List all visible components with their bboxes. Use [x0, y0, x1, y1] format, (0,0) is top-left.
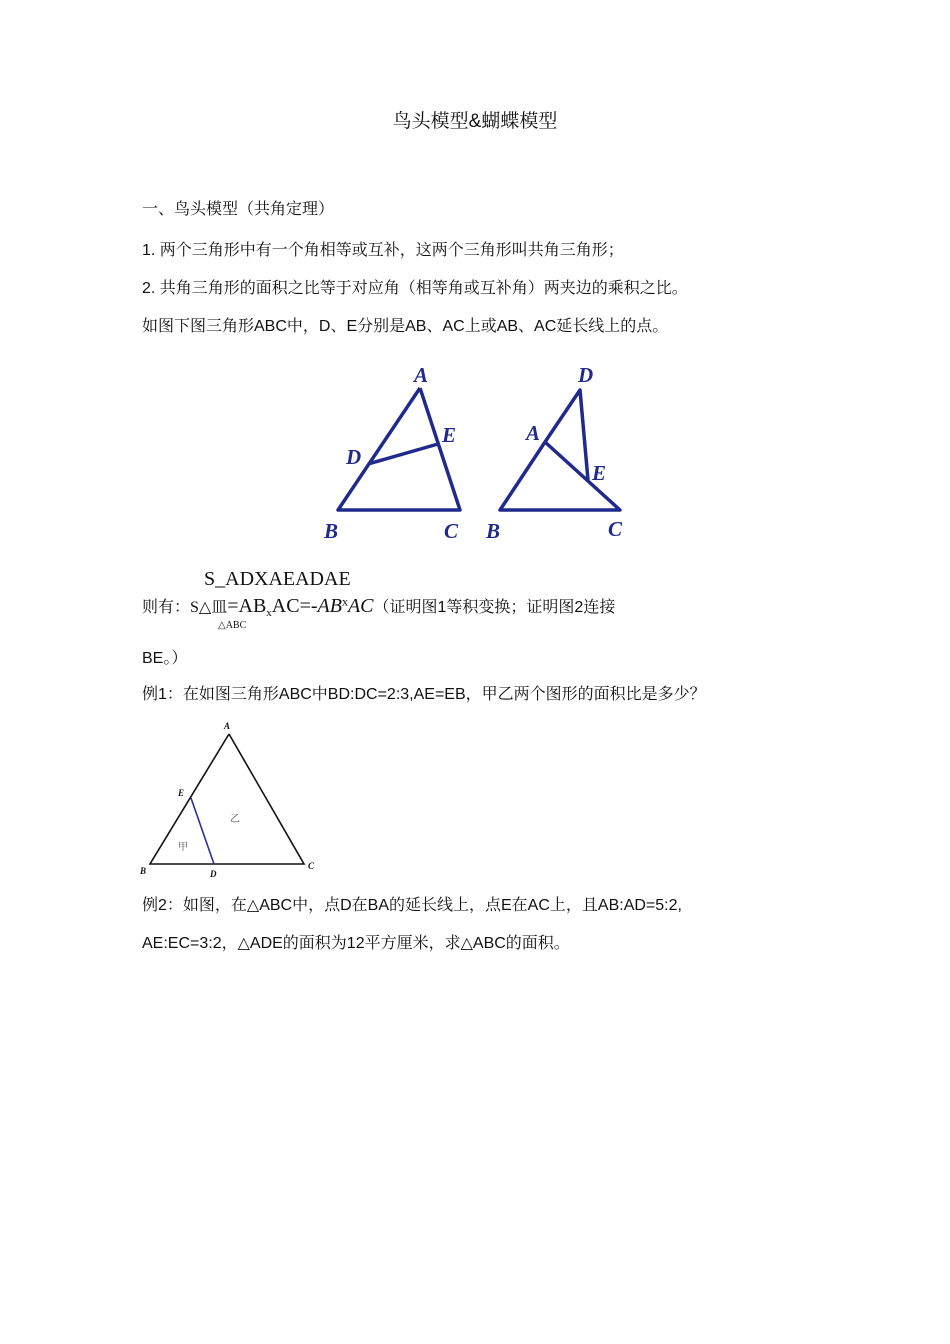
example-2-line-2: AE:EC=3:2，△ADE的面积为12平方厘米，求△ABC的面积。 — [142, 935, 570, 952]
formula-main — [142, 594, 615, 619]
left-label-a: A — [414, 363, 429, 387]
right-extension — [545, 390, 588, 480]
formula-subscript: △ABC — [218, 620, 247, 631]
label-c: C — [308, 861, 315, 871]
triangle-abc — [150, 734, 304, 864]
label-a: A — [224, 721, 231, 731]
formula-top: S_ADXAEADAE — [204, 568, 351, 590]
formula-s: S△皿 — [190, 599, 228, 616]
right-label-a: A — [526, 421, 541, 445]
formula-x2: x — [341, 594, 348, 609]
label-d: D — [210, 869, 217, 879]
formula-note: （证明图1等积变换；证明图2连接 — [373, 599, 616, 616]
right-label-b: B — [486, 519, 501, 543]
formula-eq1: =AB — [227, 595, 267, 617]
formula-continuation: BE。） — [142, 650, 188, 667]
formula-prefix: 则有： — [142, 599, 191, 616]
right-label-e: E — [592, 461, 607, 485]
formula-ac1: AC=- — [271, 595, 318, 617]
right-label-d: D — [578, 363, 594, 387]
segment-ed — [191, 798, 214, 864]
left-label-c: C — [444, 519, 459, 543]
section-heading: 一、鸟头模型（共角定理） — [142, 201, 335, 218]
label-yi: 乙 — [230, 814, 240, 825]
formula-x1: x — [266, 607, 272, 620]
page-title: 鸟头模型&蝴蝶模型 — [392, 111, 558, 132]
right-label-c: C — [608, 517, 623, 541]
formula-ac2: AC — [347, 595, 374, 617]
left-label-e: E — [442, 423, 457, 447]
bird-head-figure — [320, 360, 640, 546]
point-1: 1. 两个三角形中有一个角相等或互补，这两个三角形叫共角三角形； — [142, 242, 624, 259]
left-label-d: D — [346, 445, 362, 469]
label-e: E — [178, 788, 185, 798]
intro-text: 如图下图三角形ABC中，D、E分别是AB、AC上或AB、AC延长线上的点。 — [142, 318, 669, 335]
example-1-text: 例1：在如图三角形ABC中BD:DC=2:3,AE=EB，甲乙两个图形的面积比是多少？ — [142, 686, 706, 703]
label-b: B — [140, 866, 147, 876]
label-jia: 甲 — [178, 842, 188, 853]
example-1-figure — [136, 716, 326, 880]
example-2-line-1: 例2：如图，在△ABC中，点D在BA的延长线上，点E在AC上，且AB:AD=5:2, — [142, 897, 682, 914]
point-2: 2. 共角三角形的面积之比等于对应角（相等角或互补角）两夹边的乘积之比。 — [142, 280, 688, 297]
left-label-b: B — [324, 519, 339, 543]
formula-ab2: AB — [317, 595, 342, 617]
